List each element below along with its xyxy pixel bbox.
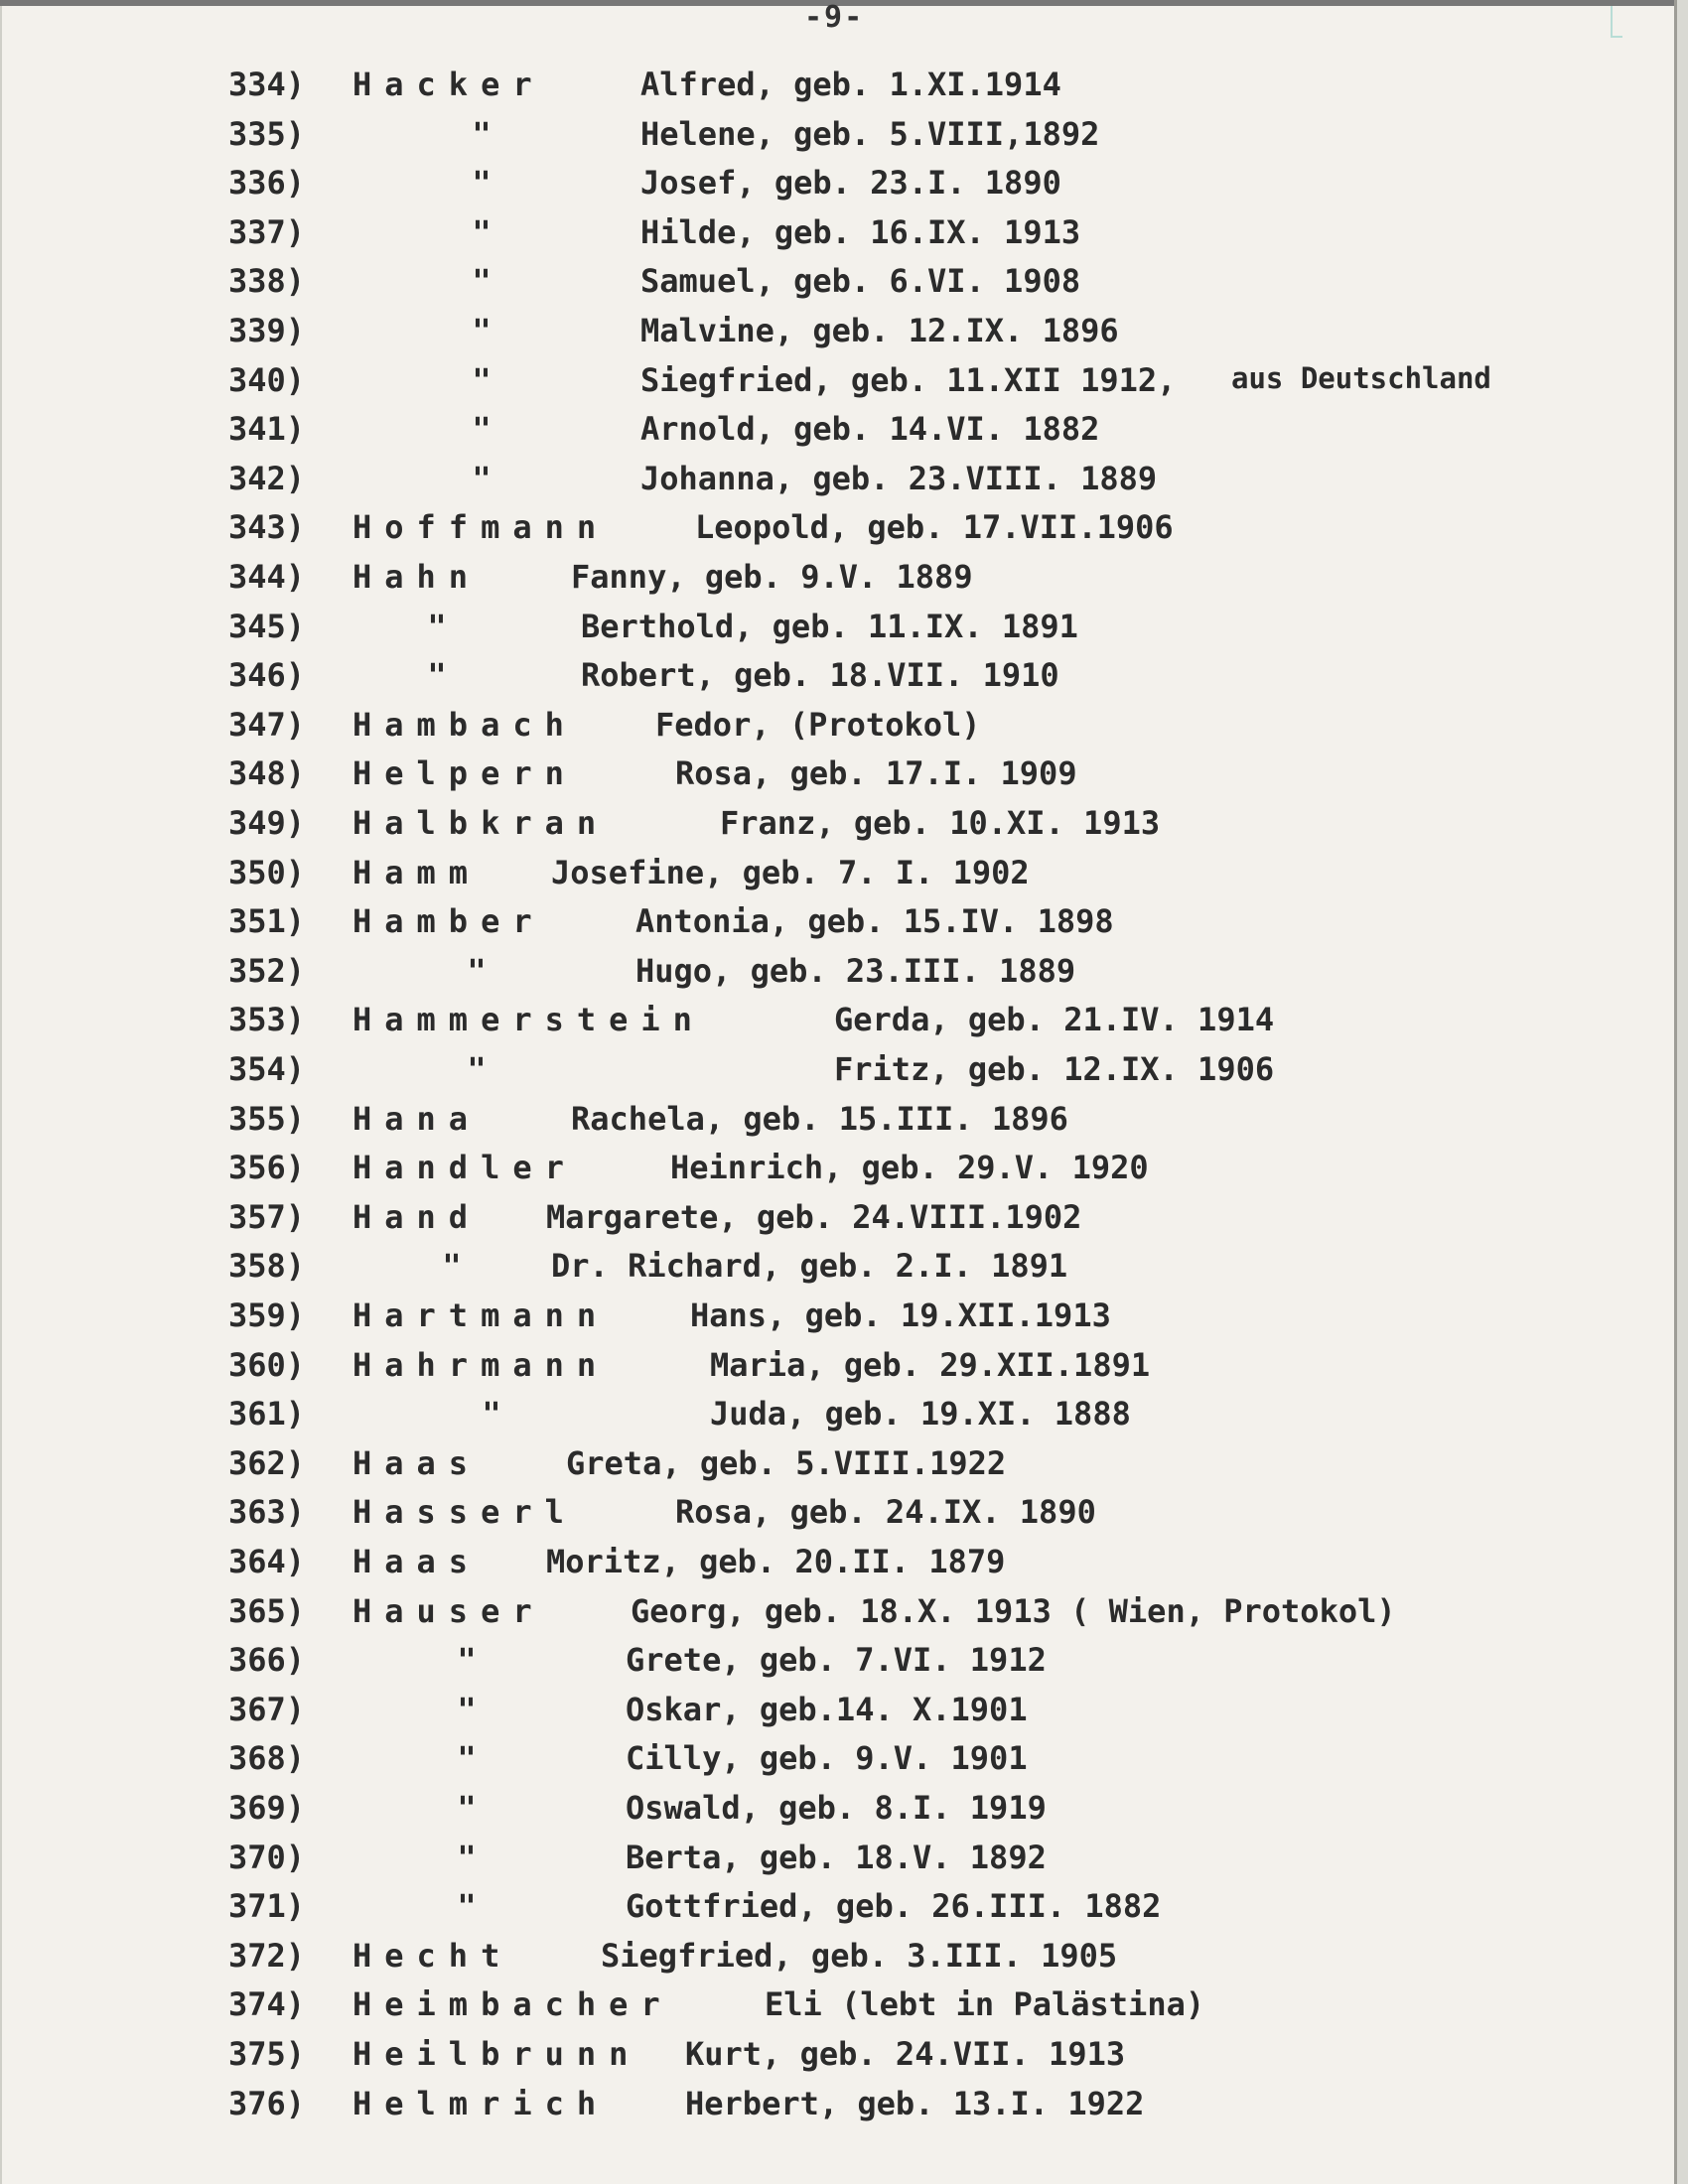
ditto-mark: " <box>457 1641 477 1680</box>
entry-given-name-and-birthdate: Hilde, geb. 16.IX. 1913 <box>640 212 1081 251</box>
entry-number: 340) <box>228 360 306 399</box>
entry-note: aus Deutschland <box>1231 360 1491 395</box>
entry-surname: Hacker <box>352 66 545 103</box>
entry-number: 345) <box>228 607 306 645</box>
ditto-mark: " <box>472 410 492 449</box>
entry-surname: Hana <box>352 1099 482 1138</box>
entry-number: 375) <box>228 2035 306 2073</box>
entry-given-name-and-birthdate: Johanna, geb. 23.VIII. 1889 <box>640 459 1158 497</box>
entry-number: 363) <box>228 1493 306 1532</box>
entry-given-name-and-birthdate: Georg, geb. 18.X. 1913 ( Wien, Protokol) <box>631 1591 1396 1630</box>
entry-surname: Hambach <box>352 705 577 744</box>
entry-surname: Hahn <box>352 558 482 596</box>
entry-number: 344) <box>228 558 306 596</box>
entry-surname: Heimbacher <box>352 1985 673 2024</box>
entry-given-name-and-birthdate: Gerda, geb. 21.IV. 1914 <box>834 1001 1275 1039</box>
entry-number: 372) <box>228 1936 306 1975</box>
entry-number: 341) <box>228 410 306 449</box>
entry-given-name-and-birthdate: Siegfried, geb. 3.III. 1905 <box>601 1936 1118 1975</box>
entry-given-name-and-birthdate: Fanny, geb. 9.V. 1889 <box>571 558 973 596</box>
entry-number: 351) <box>228 902 306 941</box>
entry-given-name-and-birthdate: Oswald, geb. 8.I. 1919 <box>626 1789 1047 1827</box>
entry-given-name-and-birthdate: Fedor, (Protokol) <box>655 705 981 744</box>
entry-given-name-and-birthdate: Antonia, geb. 15.IV. 1898 <box>635 902 1114 941</box>
ditto-mark: " <box>457 1789 477 1827</box>
entry-given-name-and-birthdate: Josefine, geb. 7. I. 1902 <box>551 853 1030 891</box>
ditto-mark: " <box>427 607 447 645</box>
entry-number: 369) <box>228 1789 306 1827</box>
entry-given-name-and-birthdate: Grete, geb. 7.VI. 1912 <box>626 1641 1047 1680</box>
entry-given-name-and-birthdate: Hugo, geb. 23.III. 1889 <box>635 951 1076 990</box>
entry-number: 346) <box>228 656 306 695</box>
entry-given-name-and-birthdate: Berthold, geb. 11.IX. 1891 <box>581 607 1078 645</box>
ditto-mark: " <box>457 1838 477 1876</box>
entry-number: 348) <box>228 754 306 793</box>
entry-surname: Hamber <box>352 902 545 941</box>
entry-surname: Hecht <box>352 1936 513 1975</box>
entry-given-name-and-birthdate: Herbert, geb. 13.I. 1922 <box>685 2084 1145 2122</box>
ditto-mark: " <box>472 312 492 349</box>
entry-given-name-and-birthdate: Helene, geb. 5.VIII,1892 <box>640 114 1100 153</box>
ditto-mark: " <box>472 164 492 203</box>
entry-given-name-and-birthdate: Hans, geb. 19.XII.1913 <box>690 1297 1111 1334</box>
entry-given-name-and-birthdate: Heinrich, geb. 29.V. 1920 <box>670 1149 1149 1187</box>
entry-given-name-and-birthdate: Franz, geb. 10.XI. 1913 <box>720 804 1161 842</box>
entry-number: 376) <box>228 2084 306 2122</box>
entry-given-name-and-birthdate: Rosa, geb. 24.IX. 1890 <box>675 1493 1096 1532</box>
ditto-mark: " <box>457 1739 477 1778</box>
ditto-mark: " <box>467 951 487 990</box>
entry-given-name-and-birthdate: Greta, geb. 5.VIII.1922 <box>566 1443 1007 1482</box>
ditto-mark: " <box>457 1690 477 1728</box>
entry-given-name-and-birthdate: Fritz, geb. 12.IX. 1906 <box>834 1050 1275 1088</box>
entry-surname: Hartmann <box>352 1297 610 1334</box>
entry-number: 354) <box>228 1050 306 1088</box>
entry-number: 358) <box>228 1247 306 1286</box>
entry-number: 342) <box>228 459 306 497</box>
entry-number: 365) <box>228 1591 306 1630</box>
entry-given-name-and-birthdate: Eli (lebt in Palästina) <box>765 1985 1205 2024</box>
entry-number: 368) <box>228 1739 306 1778</box>
entry-number: 362) <box>228 1443 306 1482</box>
entry-number: 364) <box>228 1543 306 1580</box>
entry-given-name-and-birthdate: Arnold, geb. 14.VI. 1882 <box>640 410 1100 449</box>
entry-number: 359) <box>228 1297 306 1334</box>
entry-surname: Hand <box>352 1197 482 1236</box>
entry-surname: Halbkran <box>352 804 610 842</box>
entry-number: 366) <box>228 1641 306 1680</box>
entry-number: 353) <box>228 1001 306 1039</box>
entry-given-name-and-birthdate: Oskar, geb.14. X.1901 <box>626 1690 1028 1728</box>
ditto-mark: " <box>482 1395 501 1433</box>
ditto-mark: " <box>427 656 447 695</box>
entry-number: 350) <box>228 853 306 891</box>
entry-number: 374) <box>228 1985 306 2024</box>
entry-surname: Heilbrunn <box>352 2035 641 2073</box>
entry-number: 355) <box>228 1099 306 1138</box>
page-number: -9- <box>804 0 865 35</box>
entry-surname: Haas <box>352 1543 482 1580</box>
entry-number: 343) <box>228 508 306 547</box>
ditto-mark: " <box>472 212 492 251</box>
entry-given-name-and-birthdate: Maria, geb. 29.XII.1891 <box>710 1345 1151 1384</box>
entry-surname: Hahrmann <box>352 1345 610 1384</box>
entry-number: 338) <box>228 262 306 301</box>
entry-number: 370) <box>228 1838 306 1876</box>
entry-given-name-and-birthdate: Dr. Richard, geb. 2.I. 1891 <box>551 1247 1068 1286</box>
entry-given-name-and-birthdate: Juda, geb. 19.XI. 1888 <box>710 1395 1131 1433</box>
entry-given-name-and-birthdate: Berta, geb. 18.V. 1892 <box>626 1838 1047 1876</box>
entry-number: 371) <box>228 1887 306 1926</box>
entry-given-name-and-birthdate: Rosa, geb. 17.I. 1909 <box>675 754 1077 793</box>
entry-number: 357) <box>228 1197 306 1236</box>
entry-surname: Hauser <box>352 1591 545 1630</box>
entry-number: 367) <box>228 1690 306 1728</box>
entry-given-name-and-birthdate: Moritz, geb. 20.II. 1879 <box>546 1543 1006 1580</box>
ditto-mark: " <box>467 1050 487 1088</box>
entry-number: 347) <box>228 705 306 744</box>
entry-surname: Helpern <box>352 754 577 793</box>
entry-given-name-and-birthdate: Leopold, geb. 17.VII.1906 <box>695 508 1174 547</box>
ditto-mark: " <box>472 114 492 153</box>
ditto-mark: " <box>472 459 492 497</box>
entry-given-name-and-birthdate: Gottfried, geb. 26.III. 1882 <box>626 1887 1162 1926</box>
entry-surname: Helmrich <box>352 2084 610 2122</box>
entry-surname: Hamm <box>352 853 482 891</box>
entry-number: 360) <box>228 1345 306 1384</box>
ditto-mark: " <box>472 360 492 399</box>
entry-surname: Handler <box>352 1149 577 1187</box>
corner-mark <box>1611 6 1622 38</box>
entry-number: 361) <box>228 1395 306 1433</box>
entry-number: 336) <box>228 164 306 203</box>
entry-given-name-and-birthdate: Josef, geb. 23.I. 1890 <box>640 164 1061 203</box>
entry-number: 334) <box>228 66 306 103</box>
entry-given-name-and-birthdate: Samuel, geb. 6.VI. 1908 <box>640 262 1081 301</box>
entry-surname: Hoffmann <box>352 508 610 547</box>
entry-number: 337) <box>228 212 306 251</box>
ditto-mark: " <box>442 1247 462 1286</box>
entry-given-name-and-birthdate: Rachela, geb. 15.III. 1896 <box>571 1099 1068 1138</box>
entry-surname: Hammerstein <box>352 1001 705 1039</box>
entry-given-name-and-birthdate: Robert, geb. 18.VII. 1910 <box>581 656 1059 695</box>
entry-number: 339) <box>228 312 306 349</box>
entry-given-name-and-birthdate: Alfred, geb. 1.XI.1914 <box>640 66 1061 103</box>
entry-number: 352) <box>228 951 306 990</box>
ditto-mark: " <box>472 262 492 301</box>
entry-number: 335) <box>228 114 306 153</box>
entry-given-name-and-birthdate: Margarete, geb. 24.VIII.1902 <box>546 1197 1082 1236</box>
entry-given-name-and-birthdate: Kurt, geb. 24.VII. 1913 <box>685 2035 1126 2073</box>
entry-given-name-and-birthdate: Cilly, geb. 9.V. 1901 <box>626 1739 1028 1778</box>
ditto-mark: " <box>457 1887 477 1926</box>
entry-given-name-and-birthdate: Siegfried, geb. 11.XII 1912, <box>640 360 1177 399</box>
entry-number: 356) <box>228 1149 306 1187</box>
entry-surname: Hasserl <box>352 1493 577 1532</box>
entry-surname: Haas <box>352 1443 482 1482</box>
entry-number: 349) <box>228 804 306 842</box>
entry-given-name-and-birthdate: Malvine, geb. 12.IX. 1896 <box>640 312 1119 349</box>
